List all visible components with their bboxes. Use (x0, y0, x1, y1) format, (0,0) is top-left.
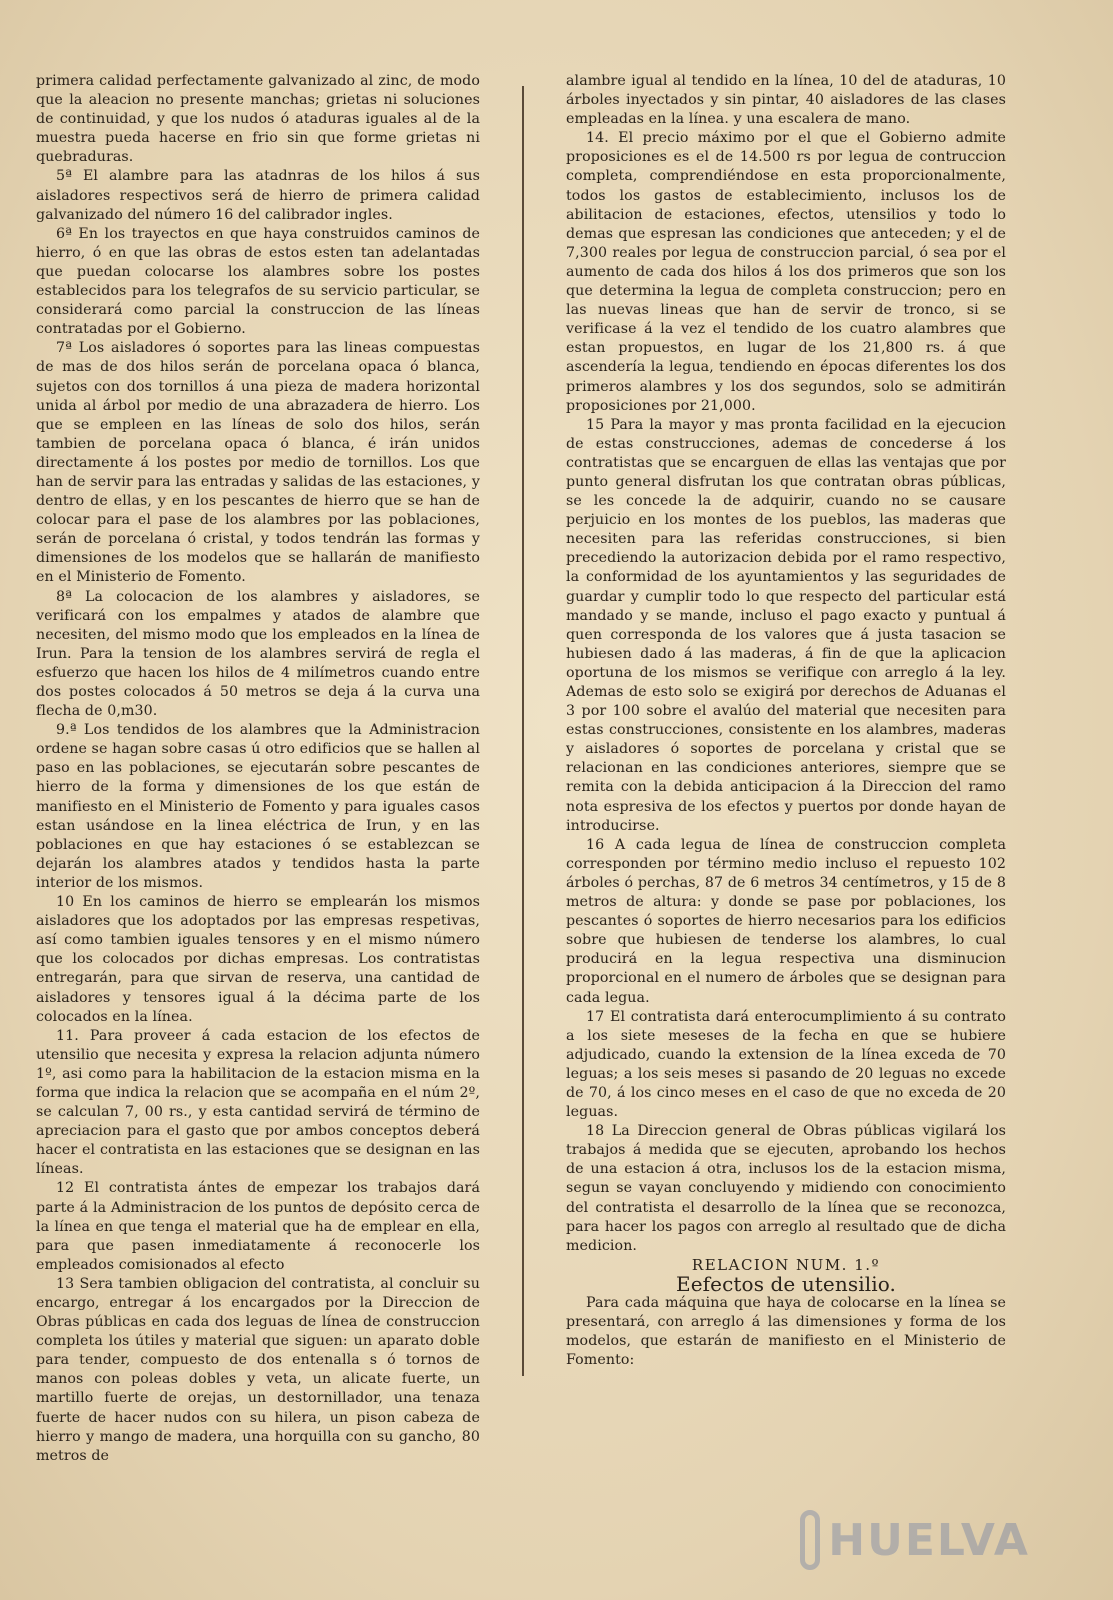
relacion-heading: RELACION NUM. 1.º (691, 1255, 881, 1274)
paragraph-7: 7ª Los aisladores ó soportes para las lineas compuestas de mas de dos hilos serán de porcelana opaca ó blanca, sujetos con dos tornillos á una pieza de madera horizontal unida al árbol por medio de una abrazadera de hierro. Los que se empleen en las líneas de solo dos hilos, serán tambien de porcelana opaca ó blanca, é irán unidos directamente á los postes por medio de tornillos. Los que han de servir para las entradas y salidas de las estaciones, y dentro de ellas, y en los pescantes de hierro que se han de colocar para el pase de los alambres por las poblaciones, serán de porcelana ó cristal, y todos tendrán las formas y dimensiones de los modelos que se hallarán de manifiesto en el Ministerio de Fomento. (36, 340, 480, 586)
column-divider (522, 86, 524, 1376)
paragraph-15: 15 Para la mayor y mas pronta facilidad en la ejecucion de estas construcciones, ademas de concederse á los contratistas que se encarguen de ellas las ventajas que por punto general disfrutan los que contratan obras públicas, se les concede la de adquirir, cuando no se causare perjuicio en los montes de los pueblos, las maderas que necesiten para las referidas construcciones, si bien precediendo la autorizacion debida por el ramo respectivo, la conformidad de los ayuntamientos y las seguridades de guardar y cumplir todo lo que respecto del particular está mandado y se mande, incluso el pago exacto y puntual á quen corresponda de los valores que á justa tasacion se hubiesen dado á las maderas, á fin de que la aplicacion oportuna de los mismos se verifique con arreglo á la ley. Ademas de esto solo se exigirá por derechos de Aduanas el 3 por 100 sobre el avalúo del material que necesiten para estas construcciones, consistente en los alambres, maderas y aisladores ó soportes de porcelana y cristal que se relacionan en las condiciones anteriores, siempre que se remita con la debida anticipacion á la Direccion del ramo nota espresiva de los efectos y puertos por donde hayan de introducirse. (566, 416, 1006, 834)
paragraph-9: 9.ª Los tendidos de los alambres que la Administracion ordene se hagan sobre casas ú otro edificios que se hallen al paso en las poblaciones, se ejecutarán sobre pescantes de hierro de la forma y dimensiones de los que están de manifiesto en el Ministerio de Fomento y para iguales casos estan usándose en la linea eléctrica de Irun, y en las poblaciones en que hay estaciones ó se establezcan se dejarán los alambres atados y tendidos hasta la parte interior de los mismos. (36, 722, 480, 891)
right-column (566, 72, 1006, 1370)
paragraph-14: 14. El precio máximo por el que el Gobierno admite proposiciones es el de 14.500 rs por legua de contruccion completa, comprendiéndose en esta proporcionalmente, todos los gastos de establecimiento, inclusos los de abilitacion de estaciones, efectos, utensilios y todo lo demas que espresan las condiciones que anteceden; y el de 7,300 reales por legua de construccion parcial, ó sea por el aumento de cada dos hilos á los dos primeros que son los que determina la legua de completa construccion; pero en las nuevas lineas que han de servir de tronco, si se verificase á la vez el tendido de los cuatro alambres que estan propuestos, en lugar de los 21,800 rs. á que ascendería la legua, tendiendo en épocas diferentes los dos primeros alambres y los dos segundos, solo se admitirán proposiciones por 21,000. (566, 130, 1006, 414)
shield-emblem-icon (800, 1510, 820, 1570)
paragraph-13: 13 Sera tambien obligacion del contratista, al concluir su encargo, entregar á los encargados por la Direccion de Obras públicas en cada dos leguas de línea de construccion completa los útiles y material que siguen: un aparato doble para tender, compuesto de dos entenalla s ó tornos de manos con poleas dobles y veta, un alicate fuerte, un martillo fuerte de orejas, un destornillador, una tenaza fuerte de hacer nudos con su hilera, un pison cabeza de hierro y mango de madera, una horquilla con su gancho, 80 metros de (36, 1275, 480, 1464)
paragraph-10: 10 En los caminos de hierro se emplearán los mismos aisladores que los adoptados por las empresas respetivas, así como tambien iguales tensores y en el mismo número que los colocados por dichas empresas. Los contratistas entregarán, para que sirvan de reserva, una cantidad de aisladores y tensores igual á la décima parte de los colocados en la línea. (36, 894, 480, 1025)
paragraph-18: 18 La Direccion general de Obras públicas vigilará los trabajos á medida que se ejecuten, aprobando los hechos de una estacion á otra, inclusos los de la estacion misma, segun se vayan concluyendo y midiendo con conocimiento del contratista el desarrollo de la línea que se reconozca, para hacer los pagos con arreglo al resultado que de dicha medicion. (566, 1123, 1006, 1254)
archive-watermark (800, 1500, 1030, 1580)
paragraph-11: 11. Para proveer á cada estacion de los efectos de utensilio que necesita y expresa la relacion adjunta número 1º, asi como para la habilitacion de la estacion misma en la forma que indica la relacion que se acompaña en el núm 2º, se calculan 7, 00 rs., y esta cantidad servirá de término de apreciacion para el gasto que por ambos conceptos deberá hacer el contratista en las estaciones que se designan en las líneas. (36, 1027, 480, 1178)
left-column (36, 72, 480, 1466)
paragraph-continuation-right: alambre igual al tendido en la línea, 10 del de ataduras, 10 árboles inyectados y sin pintar, 40 aisladores de las clases empleadas en la línea. y una escalera de mano. (566, 73, 1006, 128)
paragraph-continuation: primera calidad perfectamente galvanizado al zinc, de modo que la aleacion no presente manchas; grietas ni soluciones de continuidad, y que los nudos ó ataduras iguales al de la muestra pueda hacerse en frio sin que forme grietas ni quebraduras. (36, 73, 480, 166)
paragraph-5: 5ª El alambre para las atadnras de los hilos á sus aisladores respectivos será de hierro de primera calidad galvanizado del número 16 del calibrador ingles. (36, 168, 480, 223)
paragraph-6: 6ª En los trayectos en que haya construidos caminos de hierro, ó en que las obras de estos esten tan adelantadas que puedan colocarse los alambres sobre los postes establecidos para los telegrafos de su servicio particular, se considerará como parcial la construccion de las líneas contratadas por el Gobierno. (36, 225, 480, 338)
relacion-text: Para cada máquina que haya de colocarse en la línea se presentará, con arreglo á las dimensiones y forma de los modelos, que estarán de manifiesto en el Ministerio de Fomento: (566, 1295, 1006, 1369)
paragraph-8: 8ª La colocacion de los alambres y aisladores, se verificará con los empalmes y atados de alambre que necesiten, del mismo modo que los empleados en la línea de Irun. Para la tension de los alambres servirá de regla el esfuerzo que hacen los hilos de 4 milímetros cuando entre dos postes colocados á 50 metros se deja á la curva una flecha de 0,m30. (36, 588, 480, 720)
watermark-text: HUELVA (828, 1514, 1030, 1566)
paragraph-12: 12 El contratista ántes de empezar los trabajos dará parte á la Administracion de los puntos de depósito cerca de la línea en que tenga el material que ha de emplear en ella, para que pasen inmediatamente á reconocerle los empleados comisionados al efecto (36, 1180, 480, 1273)
paragraph-17: 17 El contratista dará enterocumplimiento á su contrato a los siete meseses de la fecha en que se hubiere adjudicado, cuando la extension de la línea exceda de 70 leguas; a los seis meses si pasando de 20 leguas no excede de 70, á los cinco meses en el caso de que no exceda de 20 leguas. (566, 1008, 1006, 1121)
paragraph-16: 16 A cada legua de línea de construccion completa corresponden por término medio incluso el repuesto 102 árboles ó perchas, 87 de 6 metros 34 centímetros, y 15 de 8 metros de altura: y donde se pase por poblaciones, los pescantes ó soportes de hierro necesarios para los edificios sobre que hubiesen de tenderse los alambres, lo cual producirá en la legua respectiva una disminucion proporcional en el numero de árboles que se designan para cada legua. (566, 836, 1006, 1006)
relacion-subheading: Eefectos de utensilio. (676, 1271, 896, 1296)
